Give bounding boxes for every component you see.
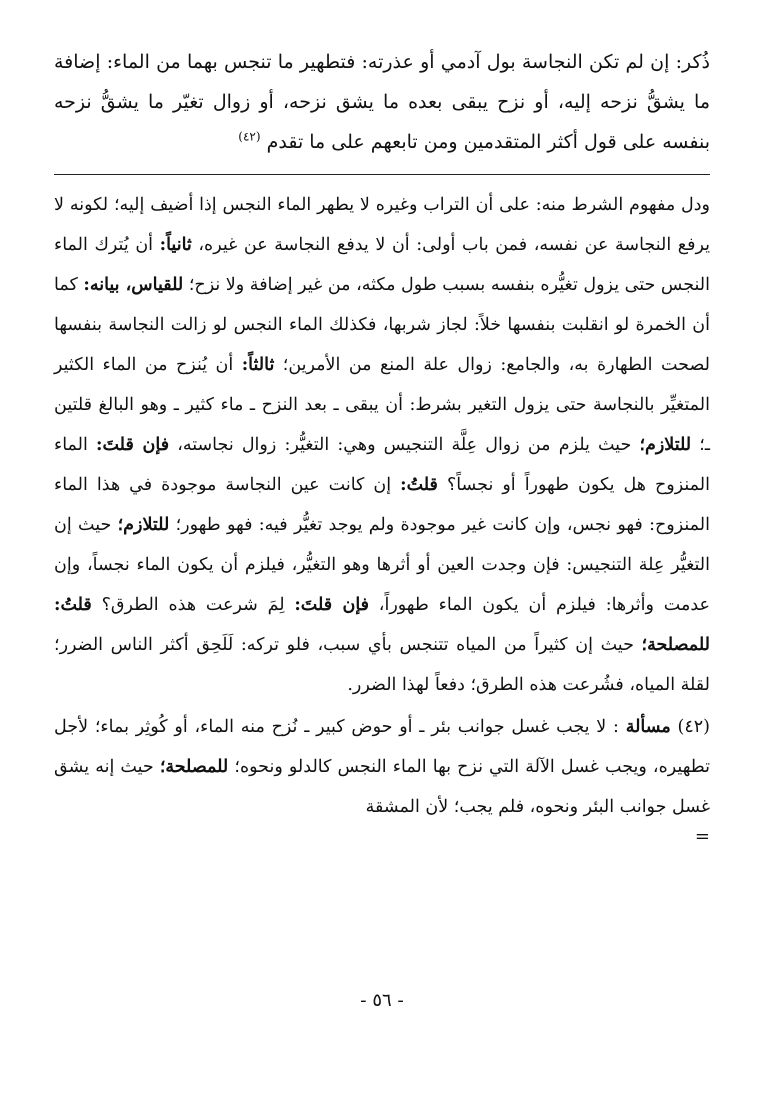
fn41-text-5: حيث يلزم من زوال عِلَّة التنجيس وهي: التغيُّر: زوال نجاسته، [169,435,640,455]
footnote-separator [54,174,710,175]
fn41-text-10: حيث إن كثيراً من المياه تتنجس بأي سبب، فلو تركه: لَلَحِق أكثر الناس الضرر؛ لقلة المياه، فشُرعت هذه الطرق؛ دفعاً لهذا الضرر. [54,635,710,695]
fn41-text-9: لِمَ شرعت هذه الطرق؟ [91,595,295,615]
footnote-41 [54,185,710,705]
main-paragraph [54,42,710,162]
fn41-text-4: أن يُنزح من الماء الكثير المتغيِّر بالنجاسة حتى يزول التغير بشرط: أن يبقى ـ بعد النزح ـ ماء كثير ـ وهو البالغ قلتين ـ؛ [54,355,710,455]
fn41-label-in-qulta-2: فإن قلتَ: [294,595,370,615]
fn42-text-2: حيث إنه يشق غسل جوانب البئر ونحوه، فلم يجب؛ لأن المشقة [54,757,710,817]
footnote-41-paragraph [54,185,710,705]
fn41-label-qultu-1: قلتُ: [400,475,438,495]
fn41-label-talazum-1: للتلازم؛ [639,435,692,455]
fn41-label-second: ثانياً: [159,235,192,255]
fn42-label-masala: مسألة [625,717,671,737]
footnote-continuation-mark: = [694,826,710,847]
fn42-label-maslaha-2: للمصلحة؛ [159,757,229,777]
fn41-label-qultu-2: قلتُ: [54,595,92,615]
fn41-label-talazum-2: للتلازم؛ [117,515,170,535]
fn41-text-1: ودل مفهوم الشرط منه: على أن التراب وغيره لا يطهر الماء النجس إذا أضيف إليه؛ لكونه لا يرفع النجاسة عن نفسه، فمن باب أولى: أن لا يدفع النجاسة عن غيره، [54,195,710,255]
footnotes [54,185,710,847]
fn42-number: (٤٢) [677,717,710,737]
fn41-text-3: كما أن الخمرة لو انقلبت بنفسها خلاً: لجاز شربها، فكذلك الماء النجس لو زالت النجاسة بنفسها لصحت الطهارة به، والجامع: زوال علة المنع من الأمرين؛ [54,275,710,375]
fn41-label-third: ثالثاً: [241,355,275,375]
fn42-text-1: : لا يجب غسل جوانب بئر ـ أو حوض كبير ـ نُزح منه الماء، أو كُوثِر بماء؛ لأجل تطهيره، ويجب غسل الآلة التي نزح بها الماء النجس كالدلو ونحوه؛ [54,717,710,777]
fn41-text-8: حيث إن التغيُّر عِلة التنجيس: فإن وجدت العين أو أثرها وهو التغيُّر، فيلزم أن يكون الماء نجساً، وإن عدمت وأثرها: فيلزم أن يكون الماء طهوراً، [54,515,710,615]
main-text [54,42,710,162]
fn41-label-in-qulta-1: فإن قلتَ: [96,435,170,455]
footnote-reference-42: (٤٢) [238,129,261,144]
fn41-text-6: الماء المنزوح هل يكون طهوراً أو نجساً؟ [54,435,710,495]
footnote-42 [54,707,710,847]
fn41-label-maslaha-1: للمصلحة؛ [641,635,710,655]
document-page [54,42,710,1082]
main-paragraph-text: ذُكر: إن لم تكن النجاسة بول آدمي أو عذرته: فتطهير ما تنجس بهما من الماء: إضافة ما يشقُّ نزحه إليه، أو نزح يبقى بعده ما يشق نزحه، أو زوال تغيّر ما يشقُّ نزحه بنفسه على قول أكثر المتقدمين ومن تابعهم على ما تقدم [54,51,710,153]
fn41-label-qiyas: للقياس، بيانه: [83,275,184,295]
fn41-text-7: إن كانت عين النجاسة موجودة في هذا الماء المنزوح: فهو نجس، وإن كانت غير موجودة ولم يوجد تغيُّر فيه: فهو طهور؛ [54,475,710,535]
page-number: - ٥٦ - [360,990,404,1011]
footnote-42-paragraph [54,707,710,827]
fn41-text-2: أن يُترك الماء النجس حتى يزول تغيُّره بنفسه بسبب طول مكثه، من غير إضافة ولا نزح؛ [54,235,711,295]
